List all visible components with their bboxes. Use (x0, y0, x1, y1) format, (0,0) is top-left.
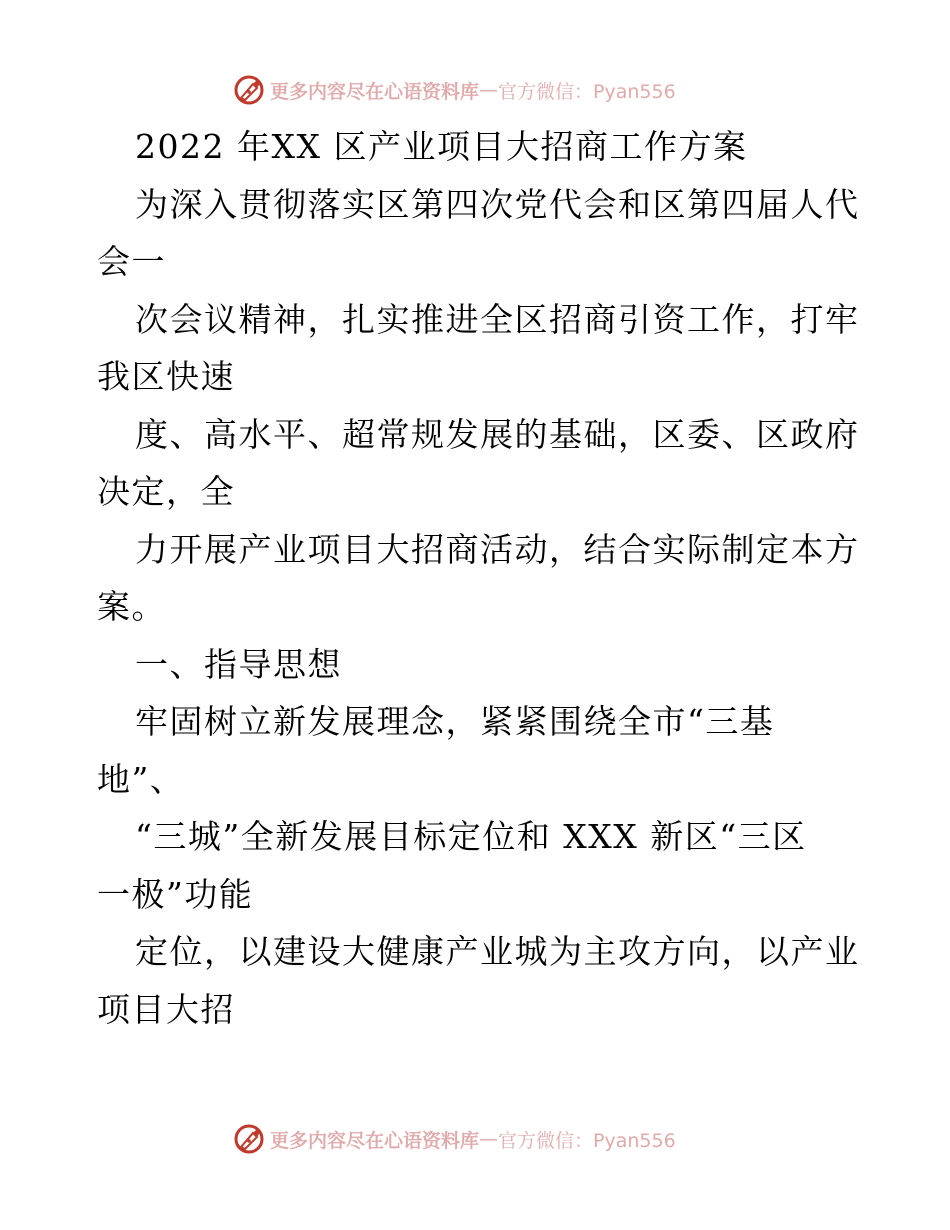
paragraph-line: 定位，以建设大健康产业城为主攻方向，以产业 (135, 932, 860, 971)
paragraph-line: 一极”功能 (97, 874, 254, 914)
watermark-wechat: 官方微信：Pyan556 (498, 80, 676, 103)
watermark-wechat: 官方微信：Pyan556 (498, 1129, 676, 1152)
paragraph-line: “三城”全新发展目标定位和 XXX 新区“三区 (135, 817, 807, 856)
paragraph-line: 案。 (97, 587, 166, 626)
section-heading: 一、指导思想 (135, 644, 342, 684)
header-watermark (232, 72, 676, 108)
footer-watermark (232, 1121, 676, 1157)
paragraph-line: 次会议精神，扎实推进全区招商引资工作，打牢 (135, 299, 860, 339)
paragraph-line: 度、高水平、超常规发展的基础，区委、区政府 (135, 414, 860, 454)
watermark-dash: — (479, 79, 499, 101)
paragraph-line: 决定，全 (97, 472, 235, 511)
paragraph-line: 地”、 (97, 759, 185, 799)
pen-nib-icon (232, 73, 266, 107)
paragraph-line: 我区快速 (97, 357, 235, 396)
pen-nib-icon (232, 1122, 266, 1156)
document-title: 2022 年XX 区产业项目大招商工作方案 (135, 127, 748, 166)
document-body (97, 118, 860, 1038)
watermark-text: 更多内容尽在心语资料库 (270, 1129, 480, 1152)
paragraph-line: 项目大招 (97, 989, 235, 1029)
paragraph-line: 力开展产业项目大招商活动，结合实际制定本方 (135, 529, 860, 569)
paragraph-line: 会一 (97, 242, 166, 281)
paragraph-line: 牢固树立新发展理念，紧紧围绕全市“三基 (135, 702, 775, 741)
watermark-dash: — (479, 1128, 499, 1150)
watermark-text: 更多内容尽在心语资料库 (270, 80, 480, 103)
paragraph-line: 为深入贯彻落实区第四次党代会和区第四届人代 (135, 184, 860, 224)
